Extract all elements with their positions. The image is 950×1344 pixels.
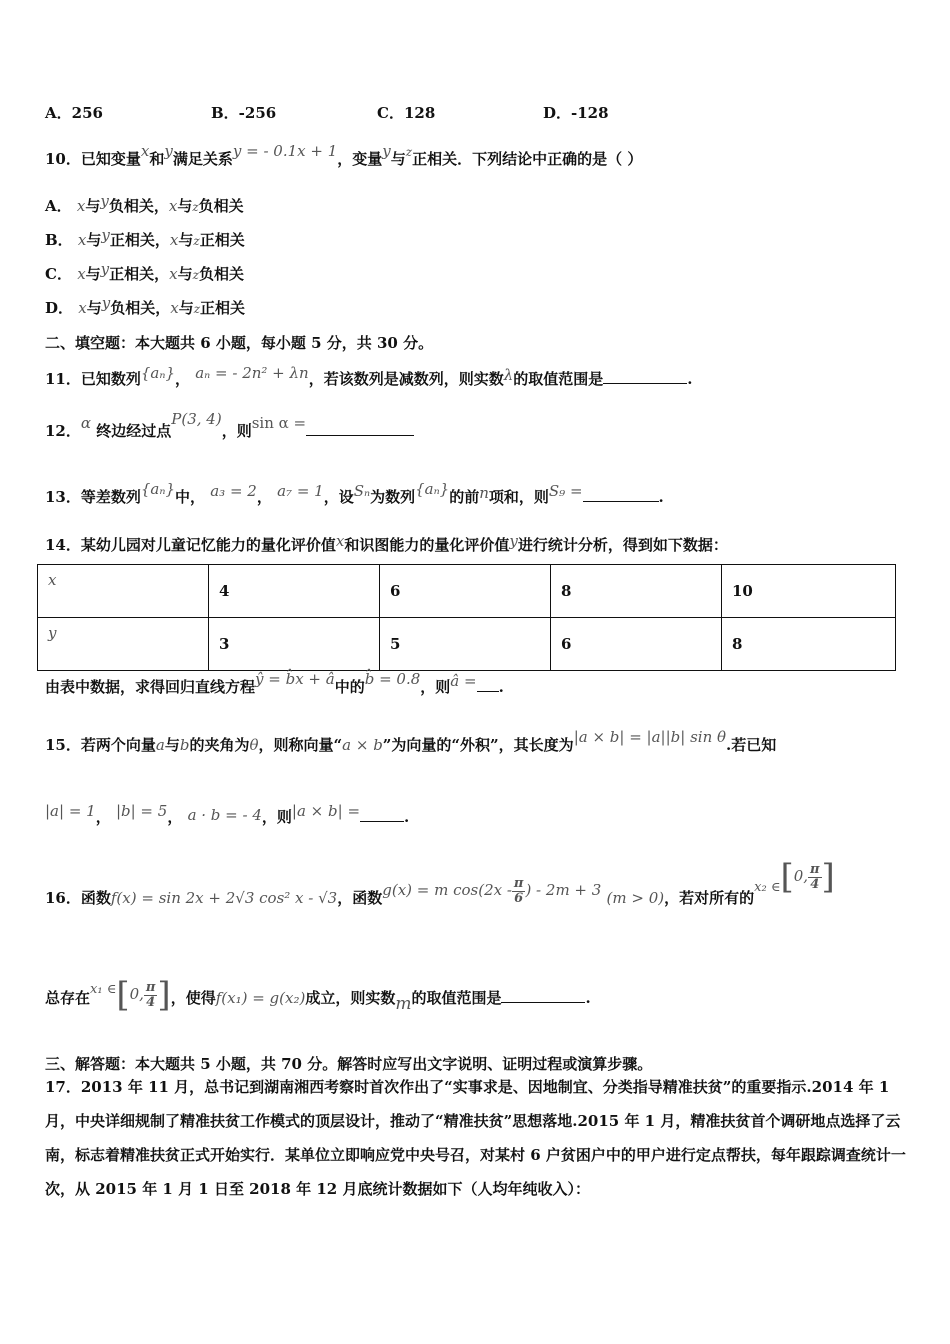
header-y: y [38,618,209,671]
data-table [37,564,896,671]
answer-blank[interactable] [501,988,585,1003]
answer-blank[interactable] [603,369,687,384]
cell: 4 [209,565,380,618]
cell: 8 [722,618,896,671]
question-16-continued: 总存在x₁ ∈[0, $\frac{\pi}{4}$ ]，使得f(x₁) = g(x₂)成立，则实数m的取值范围是 . [45,975,591,1015]
q10-option-b: B． x与y正相关，x与z正相关 [45,226,245,249]
question-14: 14．某幼儿园对儿童记忆能力的量化评价值x和识图能力的量化评价值y进行统计分析，得到如下数据： [45,532,728,554]
header-x: x [38,565,209,618]
question-14-followup: 由表中数据，求得回归直线方程ŷ = b̂x + â中的b̂ = 0.8，则â = . [45,670,504,696]
relation-formula: y = - 0.1x + 1 [232,142,338,160]
q10-option-c: C． x与y正相关，x与z负相关 [45,260,244,283]
question-16: 16．函数f(x) = sin 2x + 2√3 cos² x - √3，函数g(x) = m cos(2x - $\frac{\pi}{6}$ ) - 2m + 3 (m > 0)，若对所有的x₂ ∈[0, $\frac{\pi}{4}$ ] [45,857,835,907]
option-c: C．128 [377,104,436,122]
question-15-conditions: |a| = 1， |b| = 5， a · b = - 4，则|a × b| = . [45,802,410,826]
table-row [38,618,896,671]
question-17: 17．2013 年 11 月，总书记到湖南湘西考察时首次作出了“实事求是、因地制宜、分类指导精准扶贫”的重要指示.2014 年 1 月，中央详细规制了精准扶贫工作模式的顶层设计，推动了“精准扶贫”思想落地.2015 年 1 月，精准扶贫首个调研地点选择了云南，标志着精准扶贫正式开始实行．某单位立即响应党中央号召，对某村 6 户贫困户中的甲户进行定点帮扶，每年跟踪调查统计一次，从 2015 年 1 月 1 日至 2018 年 12 月底统计数据如下（人均年纯收入）： [45,1078,906,1198]
cell: 8 [551,565,722,618]
q10-option-a: A． x与y负相关，x与z负相关 [45,192,244,215]
cell: 6 [551,618,722,671]
answer-blank[interactable] [477,677,499,692]
answer-blank[interactable] [360,807,404,822]
q10-option-d: D． x与y负相关，x与z正相关 [45,294,246,317]
question-10: 10．已知变量x和y满足关系y = - 0.1x + 1，变量y与$^z$正相关．下列结论中正确的是（ ） [45,142,643,168]
question-13: 13．等差数列{aₙ}中， a₃ = 2， a₇ = 1，设Sₙ为数列{aₙ}的前n项和，则S₉ = . [45,480,664,506]
option-d: D．-128 [543,104,609,122]
question-11: 11．已知数列{aₙ}， aₙ = - 2n² + λn，若该数列是减数列，则实数λ的取值范围是 . [45,364,693,388]
option-a: A．256 [45,104,103,122]
cell: 6 [380,565,551,618]
table-row [38,565,896,618]
section-2-heading: 二、填空题：本大题共 6 小题，每小题 5 分，共 30 分。 [45,334,434,352]
cell: 10 [722,565,896,618]
option-b: B．-256 [211,104,277,122]
cell: 3 [209,618,380,671]
cell: 5 [380,618,551,671]
question-12: 12．α 终边经过点P(3, 4)，则sin α = [45,420,414,441]
answer-blank[interactable] [306,421,414,436]
question-15: 15．若两个向量a与b的夹角为θ，则称向量“a × b”为向量的“外积”，其长度为|a × b| = |a||b| sin θ.若已知 [45,728,777,754]
section-3-heading: 三、解答题：本大题共 5 小题，共 70 分。解答时应写出文字说明、证明过程或演算步骤。 [45,1055,653,1073]
answer-blank[interactable] [583,487,659,502]
